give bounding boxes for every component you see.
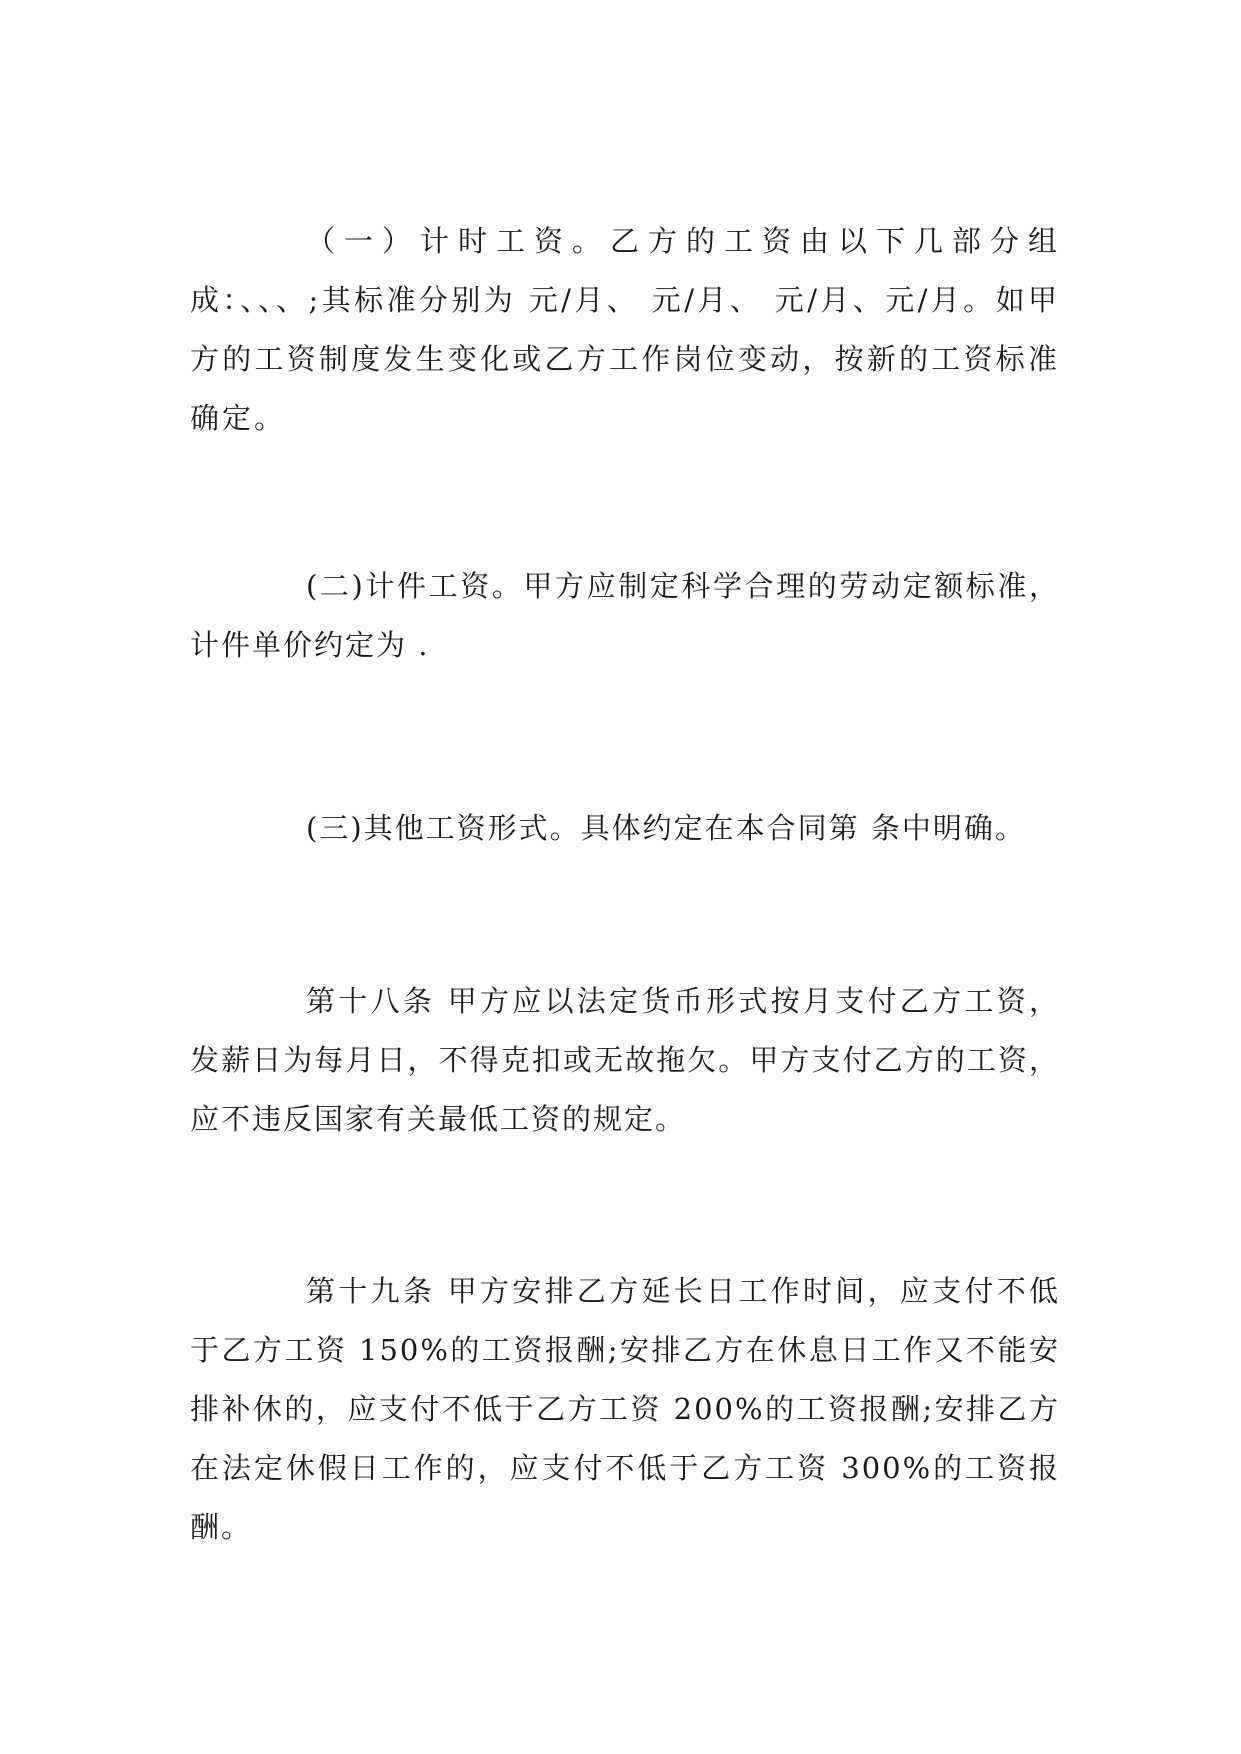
paragraph-article-18: 第十八条 甲方应以法定货币形式按月支付乙方工资，发薪日为每月日，不得克扣或无故拖欠。甲方支付乙方的工资，应不违反国家有关最低工资的规定。 (190, 984, 1060, 1136)
paragraph-piece-wage: (二)计件工资。甲方应制定科学合理的劳动定额标准，计件单价约定为 . (190, 569, 1060, 662)
paragraph-other-wage: (三)其他工资形式。具体约定在本合同第 条中明确。 (306, 811, 1026, 845)
paragraph-article-19: 第十九条 甲方安排乙方延长日工作时间，应支付不低于乙方工资 150%的工资报酬;安排乙方在休息日工作又不能安排补休的，应支付不低于乙方工资 200%的工资报酬;安排乙方在法定休假日工作的，应支付不低于乙方工资 300%的工资报酬。 (190, 1274, 1060, 1544)
paragraph-time-wage: （一）计时工资。乙方的工资由以下几部分组成：、、、;其标准分别为 元/月、 元/月、 元/月、元/月。如甲方的工资制度发生变化或乙方工作岗位变动，按新的工资标准确定。 (190, 224, 1060, 435)
